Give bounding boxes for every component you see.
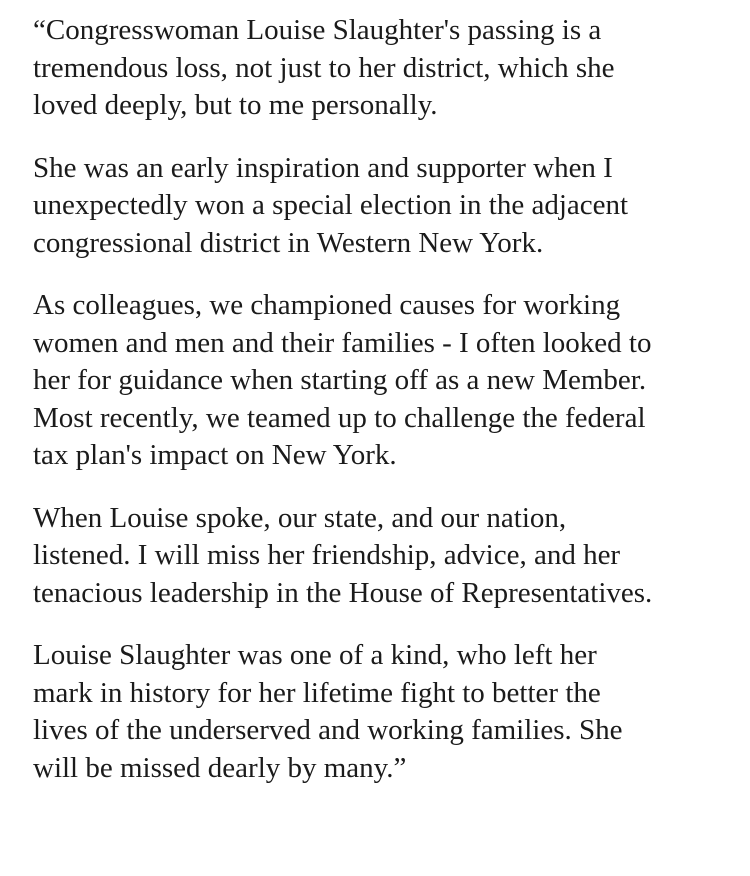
text-line: her for guidance when starting off as a new Member. <box>33 364 647 396</box>
text-line: tremendous loss, not just to her district, which she <box>33 51 615 84</box>
paragraph-4 <box>33 500 732 613</box>
text-line: women and men and their families - I often looked to <box>33 326 652 359</box>
text-line: When Louise spoke, our state, and our nation, <box>33 501 567 534</box>
paragraph-1 <box>33 12 732 125</box>
text-line: will be missed dearly by many.” <box>33 751 407 784</box>
text-line: As colleagues, we championed causes for working <box>33 289 621 321</box>
text-line: tenacious leadership in the House of Representatives. <box>33 576 653 609</box>
text-line: loved deeply, but to me personally. <box>33 89 438 121</box>
text-line: She was an early inspiration and supporter when I <box>33 151 613 184</box>
text-line: mark in history for her lifetime fight to better the <box>33 676 601 709</box>
paragraph-3 <box>33 287 732 475</box>
text-line: unexpectedly won a special election in the adjacent <box>33 189 629 221</box>
text-line: Most recently, we teamed up to challenge the federal <box>33 401 646 434</box>
text-line: tax plan's impact on New York. <box>33 439 397 471</box>
text-line: listened. I will miss her friendship, advice, and her <box>33 539 621 571</box>
paragraph-2 <box>33 150 732 263</box>
text-line: “Congresswoman Louise Slaughter's passing is a <box>33 14 602 46</box>
paragraph-5 <box>33 637 732 787</box>
text-line: lives of the underserved and working families. She <box>33 714 623 746</box>
text-line: Louise Slaughter was one of a kind, who left her <box>33 639 597 671</box>
text-line: congressional district in Western New York. <box>33 226 544 259</box>
